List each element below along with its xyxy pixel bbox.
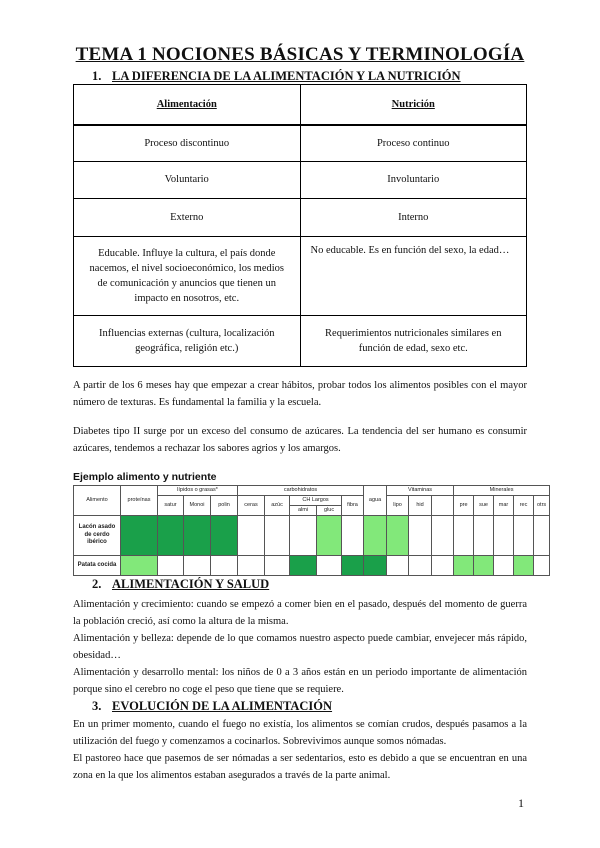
table-cell: Influencias externas (cultura, localización geográfica, religión etc.) — [74, 316, 301, 367]
paragraph: Diabetes tipo II surge por un exceso del consumo de azúcares. La tendencia del ser humano es consumir azúcares, tendemos a rechazar los sabores agrios y los amargos. — [73, 426, 527, 454]
cell-empty — [534, 556, 550, 576]
cell-empty — [342, 516, 364, 556]
header-vitaminas: Vitaminas — [387, 486, 454, 496]
header-hid: hid — [409, 496, 432, 516]
food-row-label: Lacón asado de cerdo ibérico — [74, 516, 121, 556]
cell-high — [290, 556, 317, 576]
header-otrs: otrs — [534, 496, 550, 516]
header-blank — [432, 496, 454, 516]
header-ceras: ceras — [238, 496, 265, 516]
cell-empty — [184, 556, 211, 576]
cell-empty — [432, 516, 454, 556]
cell-empty — [432, 556, 454, 576]
table-cell: Involuntario — [300, 162, 527, 199]
cell-empty — [494, 516, 514, 556]
cell-low — [514, 556, 534, 576]
food-row-label: Patata cocida — [74, 556, 121, 576]
cell-high — [184, 516, 211, 556]
header-alimentacion: Alimentación — [74, 85, 301, 125]
header-ch-largos: CH Largos — [290, 496, 342, 506]
table-cell: No educable. Es en función del sexo, la edad… — [300, 237, 527, 316]
cell-high — [158, 516, 184, 556]
cell-empty — [514, 516, 534, 556]
cell-empty — [409, 516, 432, 556]
cell-high — [121, 516, 158, 556]
header-mar: mar — [494, 496, 514, 516]
cell-empty — [265, 556, 290, 576]
nutrient-table — [73, 485, 550, 576]
cell-empty — [158, 556, 184, 576]
table-cell: Externo — [74, 199, 301, 237]
cell-high — [342, 556, 364, 576]
table-cell: Voluntario — [74, 162, 301, 199]
header-carbohidratos: carbohidratos — [238, 486, 364, 496]
cell-high — [211, 516, 238, 556]
cell-high — [364, 556, 387, 576]
table-cell: Requerimientos nutricionales similares en función de edad, sexo etc. — [300, 316, 527, 367]
section-1-heading: 1. LA DIFERENCIA DE LA ALIMENTACIÓN Y LA NUTRICIÓN — [92, 69, 461, 83]
page-number: 1 — [518, 796, 524, 810]
header-azuc: azúc — [265, 496, 290, 516]
page-title: TEMA 1 NOCIONES BÁSICAS Y TERMINOLOGÍA — [75, 44, 525, 65]
cell-empty — [211, 556, 238, 576]
header-fibra: fibra — [342, 496, 364, 516]
header-pre: pre — [454, 496, 474, 516]
cell-empty — [238, 516, 265, 556]
cell-low — [454, 556, 474, 576]
cell-empty — [534, 516, 550, 556]
paragraph: El pastoreo hace que pasemos de ser nómadas a ser sedentarios, esto es debido a que se encuentran en una zona en la que los alimentos estaban asegurados a través de la parte animal. — [73, 753, 527, 781]
table-cell: Proceso discontinuo — [74, 125, 301, 162]
paragraph: Alimentación y desarrollo mental: los niños de 0 a 3 años están en un periodo importante de alimentación porque sino el cerebro no coge el peso que tiene que se requiere. — [73, 667, 527, 695]
header-rec: rec — [514, 496, 534, 516]
paragraph: En un primer momento, cuando el fuego no existía, los alimentos se comían crudos, después pasamos a la utilización del fuego y comenzamos a cocinarlos. Sobrevivimos aunque somos nómadas. — [73, 719, 527, 747]
table-cell: Proceso continuo — [300, 125, 527, 162]
example-table-title: Ejemplo alimento y nutriente — [73, 471, 217, 483]
cell-empty — [265, 516, 290, 556]
header-lipo: lipo — [387, 496, 409, 516]
header-gluc: gluc — [317, 506, 342, 516]
header-monoi: Monoi — [184, 496, 211, 516]
cell-empty — [494, 556, 514, 576]
header-sue: sue — [474, 496, 494, 516]
cell-low — [317, 516, 342, 556]
header-alimento: Alimento — [74, 486, 121, 516]
table-cell: Educable. Influye la cultura, el país donde nacemos, el nivel socioeconómico, los medios de comunicación y anuncios que tienen un impacto en nosotros, etc. — [74, 237, 301, 316]
cell-empty — [317, 556, 342, 576]
cell-low — [121, 556, 158, 576]
cell-empty — [290, 516, 317, 556]
header-minerales: Minerales — [454, 486, 550, 496]
header-polin: polin — [211, 496, 238, 516]
paragraph: Alimentación y belleza: depende de lo que comamos nuestro aspecto puede cambiar, envejecer más rápido, obesidad… — [73, 633, 527, 661]
section-3-heading: 3. EVOLUCIÓN DE LA ALIMENTACIÓN — [92, 699, 333, 713]
cell-empty — [409, 556, 432, 576]
cell-empty — [238, 556, 265, 576]
comparison-table — [73, 84, 527, 367]
cell-empty — [454, 516, 474, 556]
cell-empty — [474, 516, 494, 556]
cell-low — [364, 516, 387, 556]
cell-empty — [387, 556, 409, 576]
header-lipidos: lípidos o grasas* — [158, 486, 238, 496]
header-almi: almi — [290, 506, 317, 516]
paragraph: Alimentación y crecimiento: cuando se empezó a comer bien en el pasado, después del momento de guerra la población creció, así como la altura de la misma. — [73, 599, 527, 627]
cell-low — [474, 556, 494, 576]
header-agua: agua — [364, 486, 387, 516]
section-2-heading: 2. ALIMENTACIÓN Y SALUD — [92, 577, 270, 591]
header-proteinas: proteínas — [121, 486, 158, 516]
cell-low — [387, 516, 409, 556]
header-satur: satur — [158, 496, 184, 516]
table-cell: Interno — [300, 199, 527, 237]
header-nutricion: Nutrición — [300, 85, 527, 125]
paragraph: A partir de los 6 meses hay que empezar a crear hábitos, probar todos los alimentos posibles con el mayor número de texturas. Es fundamental la familia y la escuela. — [73, 380, 527, 408]
